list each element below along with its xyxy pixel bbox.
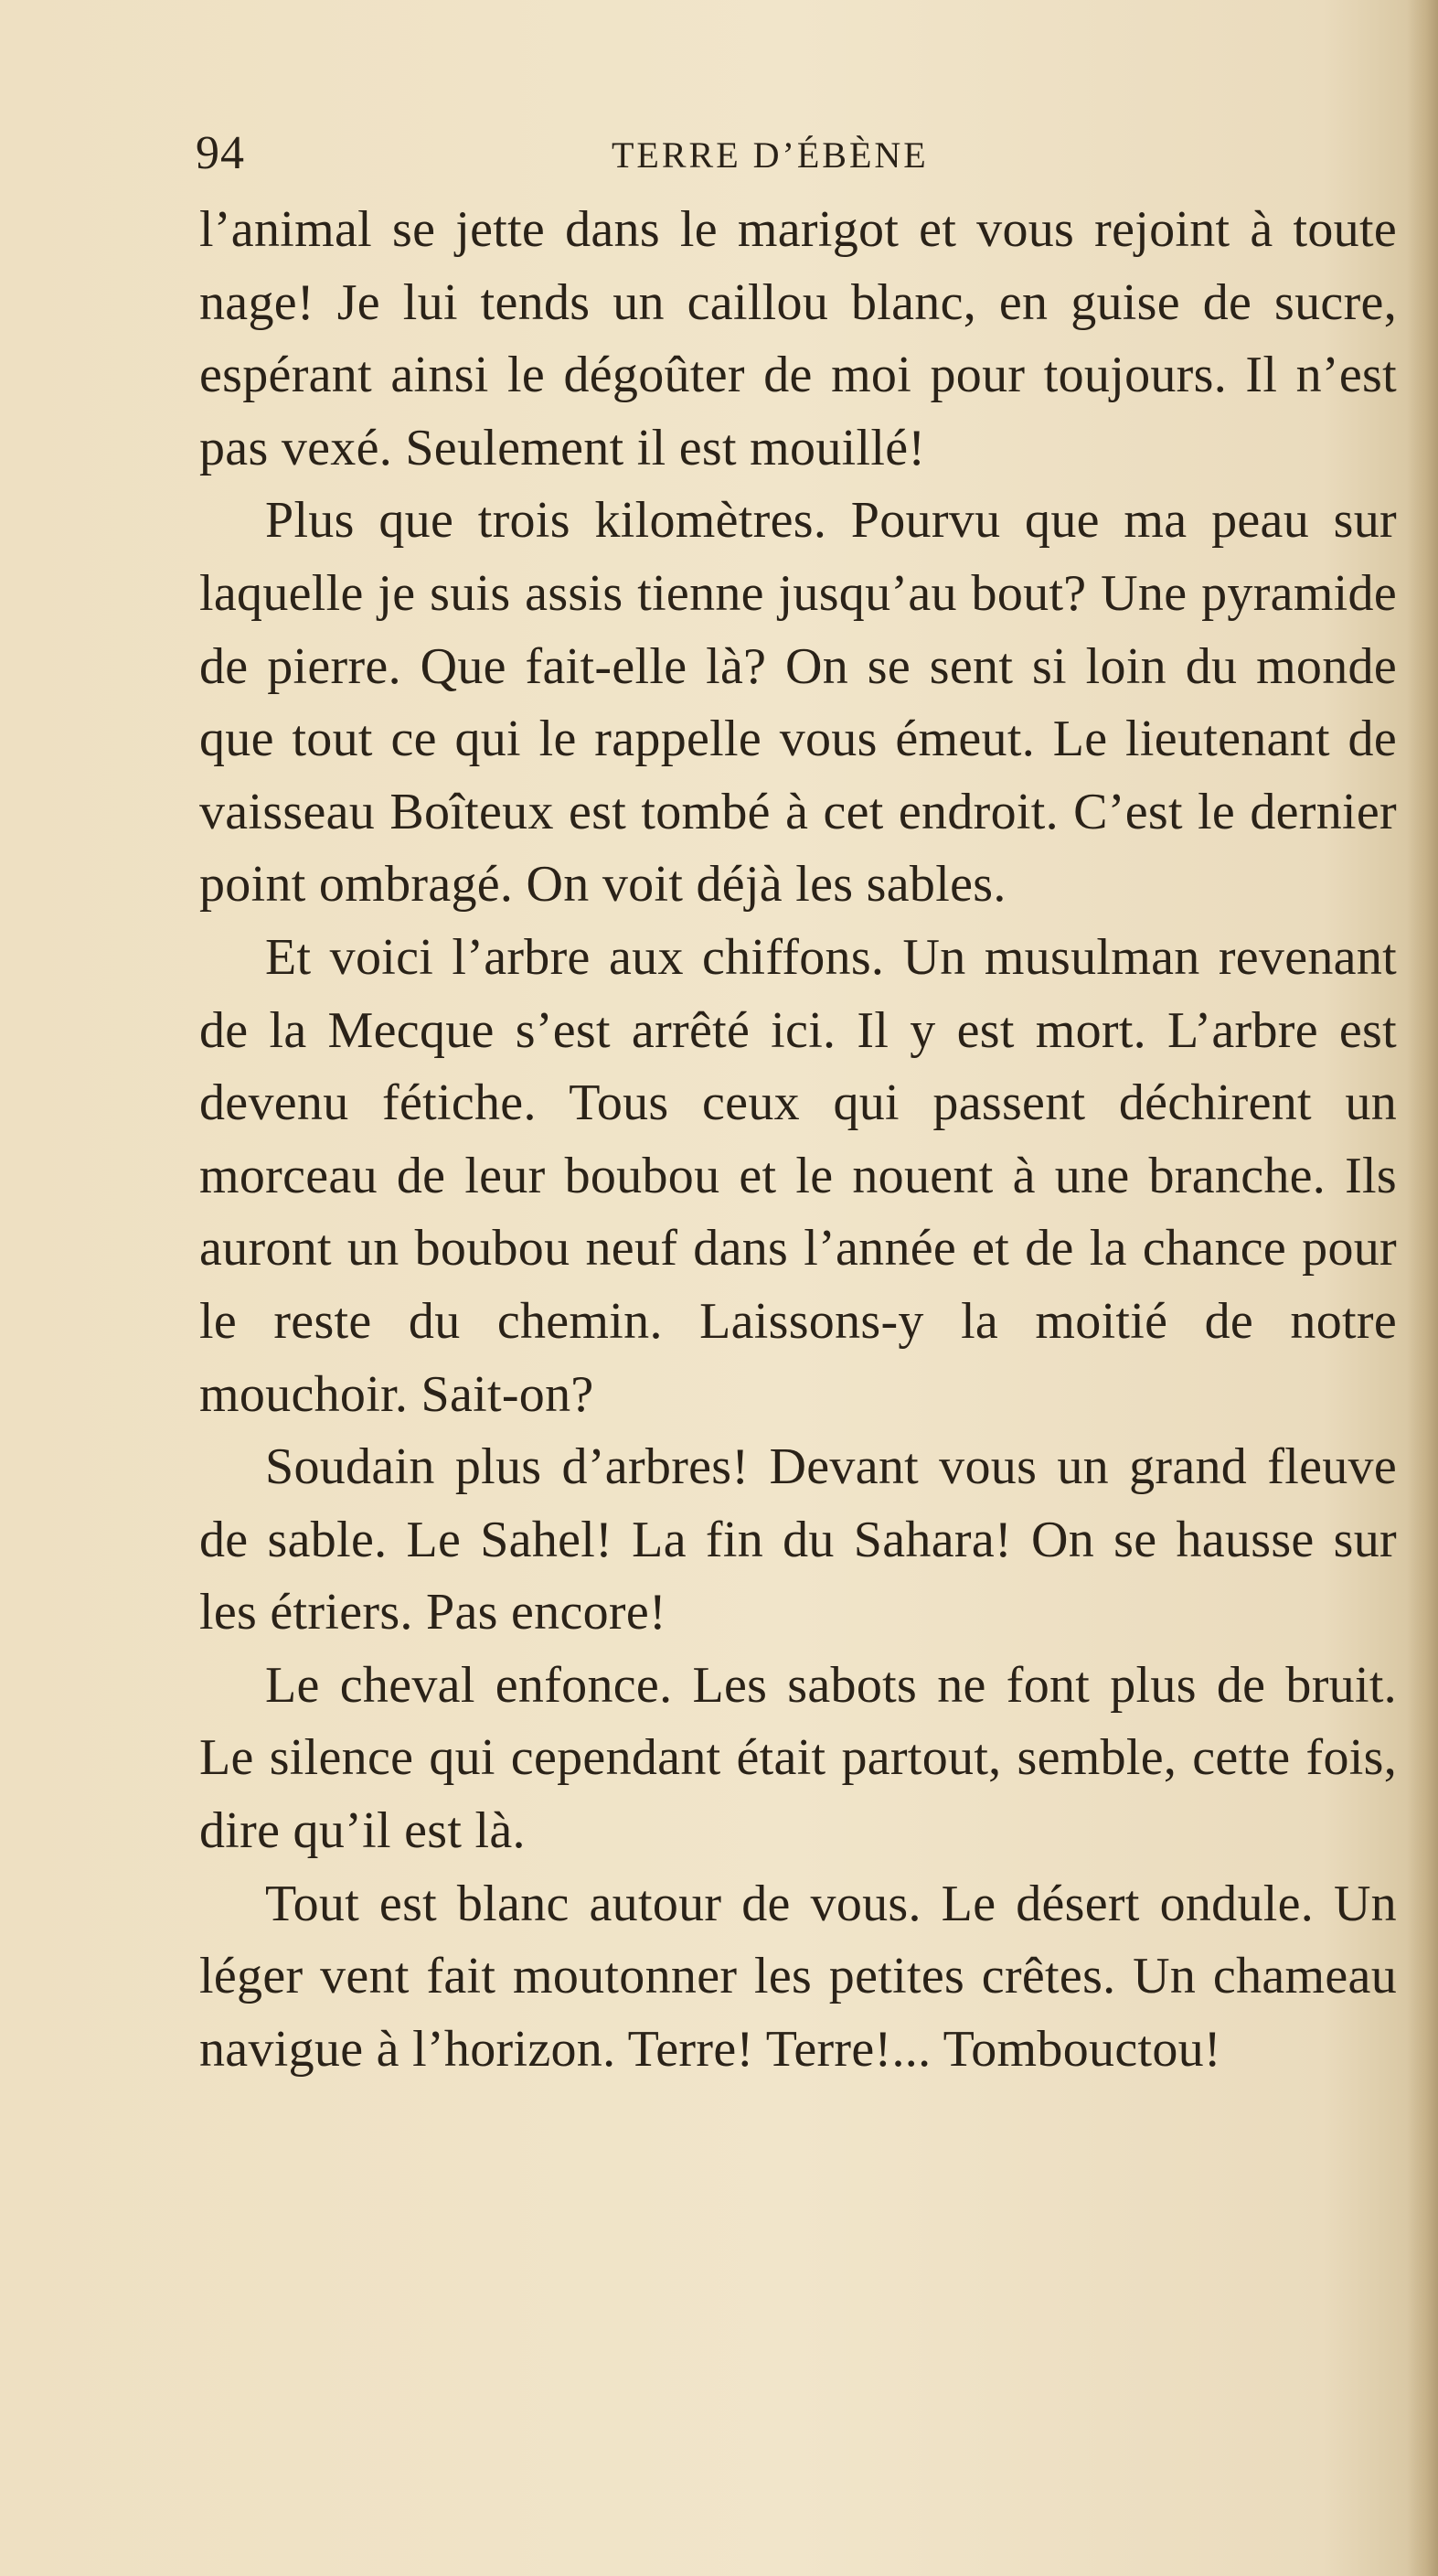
body-text	[199, 194, 1397, 2086]
paragraph-4: Soudain plus d’arbres! Devant vous un grand fleuve de sable. Le Sahel! La fin du Sahara! On se hausse sur les étriers. Pas encore!	[199, 1438, 1397, 1641]
page-edge	[1407, 0, 1438, 2576]
paragraph-1: l’animal se jette dans le marigot et vous rejoint à toute nage! Je lui tends un caillou blanc, en guise de sucre, espérant ainsi le dégoûter de moi pour toujours. Il n’est pas vexé. Seulement il est mouillé!	[199, 201, 1397, 476]
page-number: 94	[196, 127, 245, 179]
paragraph-2: Plus que trois kilomètres. Pourvu que ma peau sur laquelle je suis assis tienne jusqu’au bout? Une pyramide de pierre. Que fait-elle là? On se sent si loin du monde que tout ce qui le rappelle vous émeut. Le lieutenant de vaisseau Boîteux est tombé à cet endroit. C’est le dernier point ombragé. On voit déjà les sables.	[199, 492, 1397, 914]
page-header	[196, 126, 1393, 190]
paragraph-5: Le cheval enfonce. Les sabots ne font plus de bruit. Le silence qui cependant était partout, semble, cette fois, dire qu’il est là.	[199, 1656, 1397, 1860]
paragraph-3: Et voici l’arbre aux chiffons. Un musulman revenant de la Mecque s’est arrêté ici. Il y est mort. L’arbre est devenu fétiche. Tous ceux qui passent déchirent un morceau de leur boubou et le nouent à une branche. Ils auront un boubou neuf dans l’année et de la chance pour le reste du chemin. Laissons-y la moitié de notre mouchoir. Sait-on?	[199, 928, 1397, 1423]
running-title: TERRE D’ÉBÈNE	[612, 134, 929, 176]
paragraph-6: Tout est blanc autour de vous. Le désert ondule. Un léger vent fait moutonner les petites crêtes. Un chameau navigue à l’horizon. Terre! Terre!... Tombouctou!	[199, 1875, 1397, 2078]
